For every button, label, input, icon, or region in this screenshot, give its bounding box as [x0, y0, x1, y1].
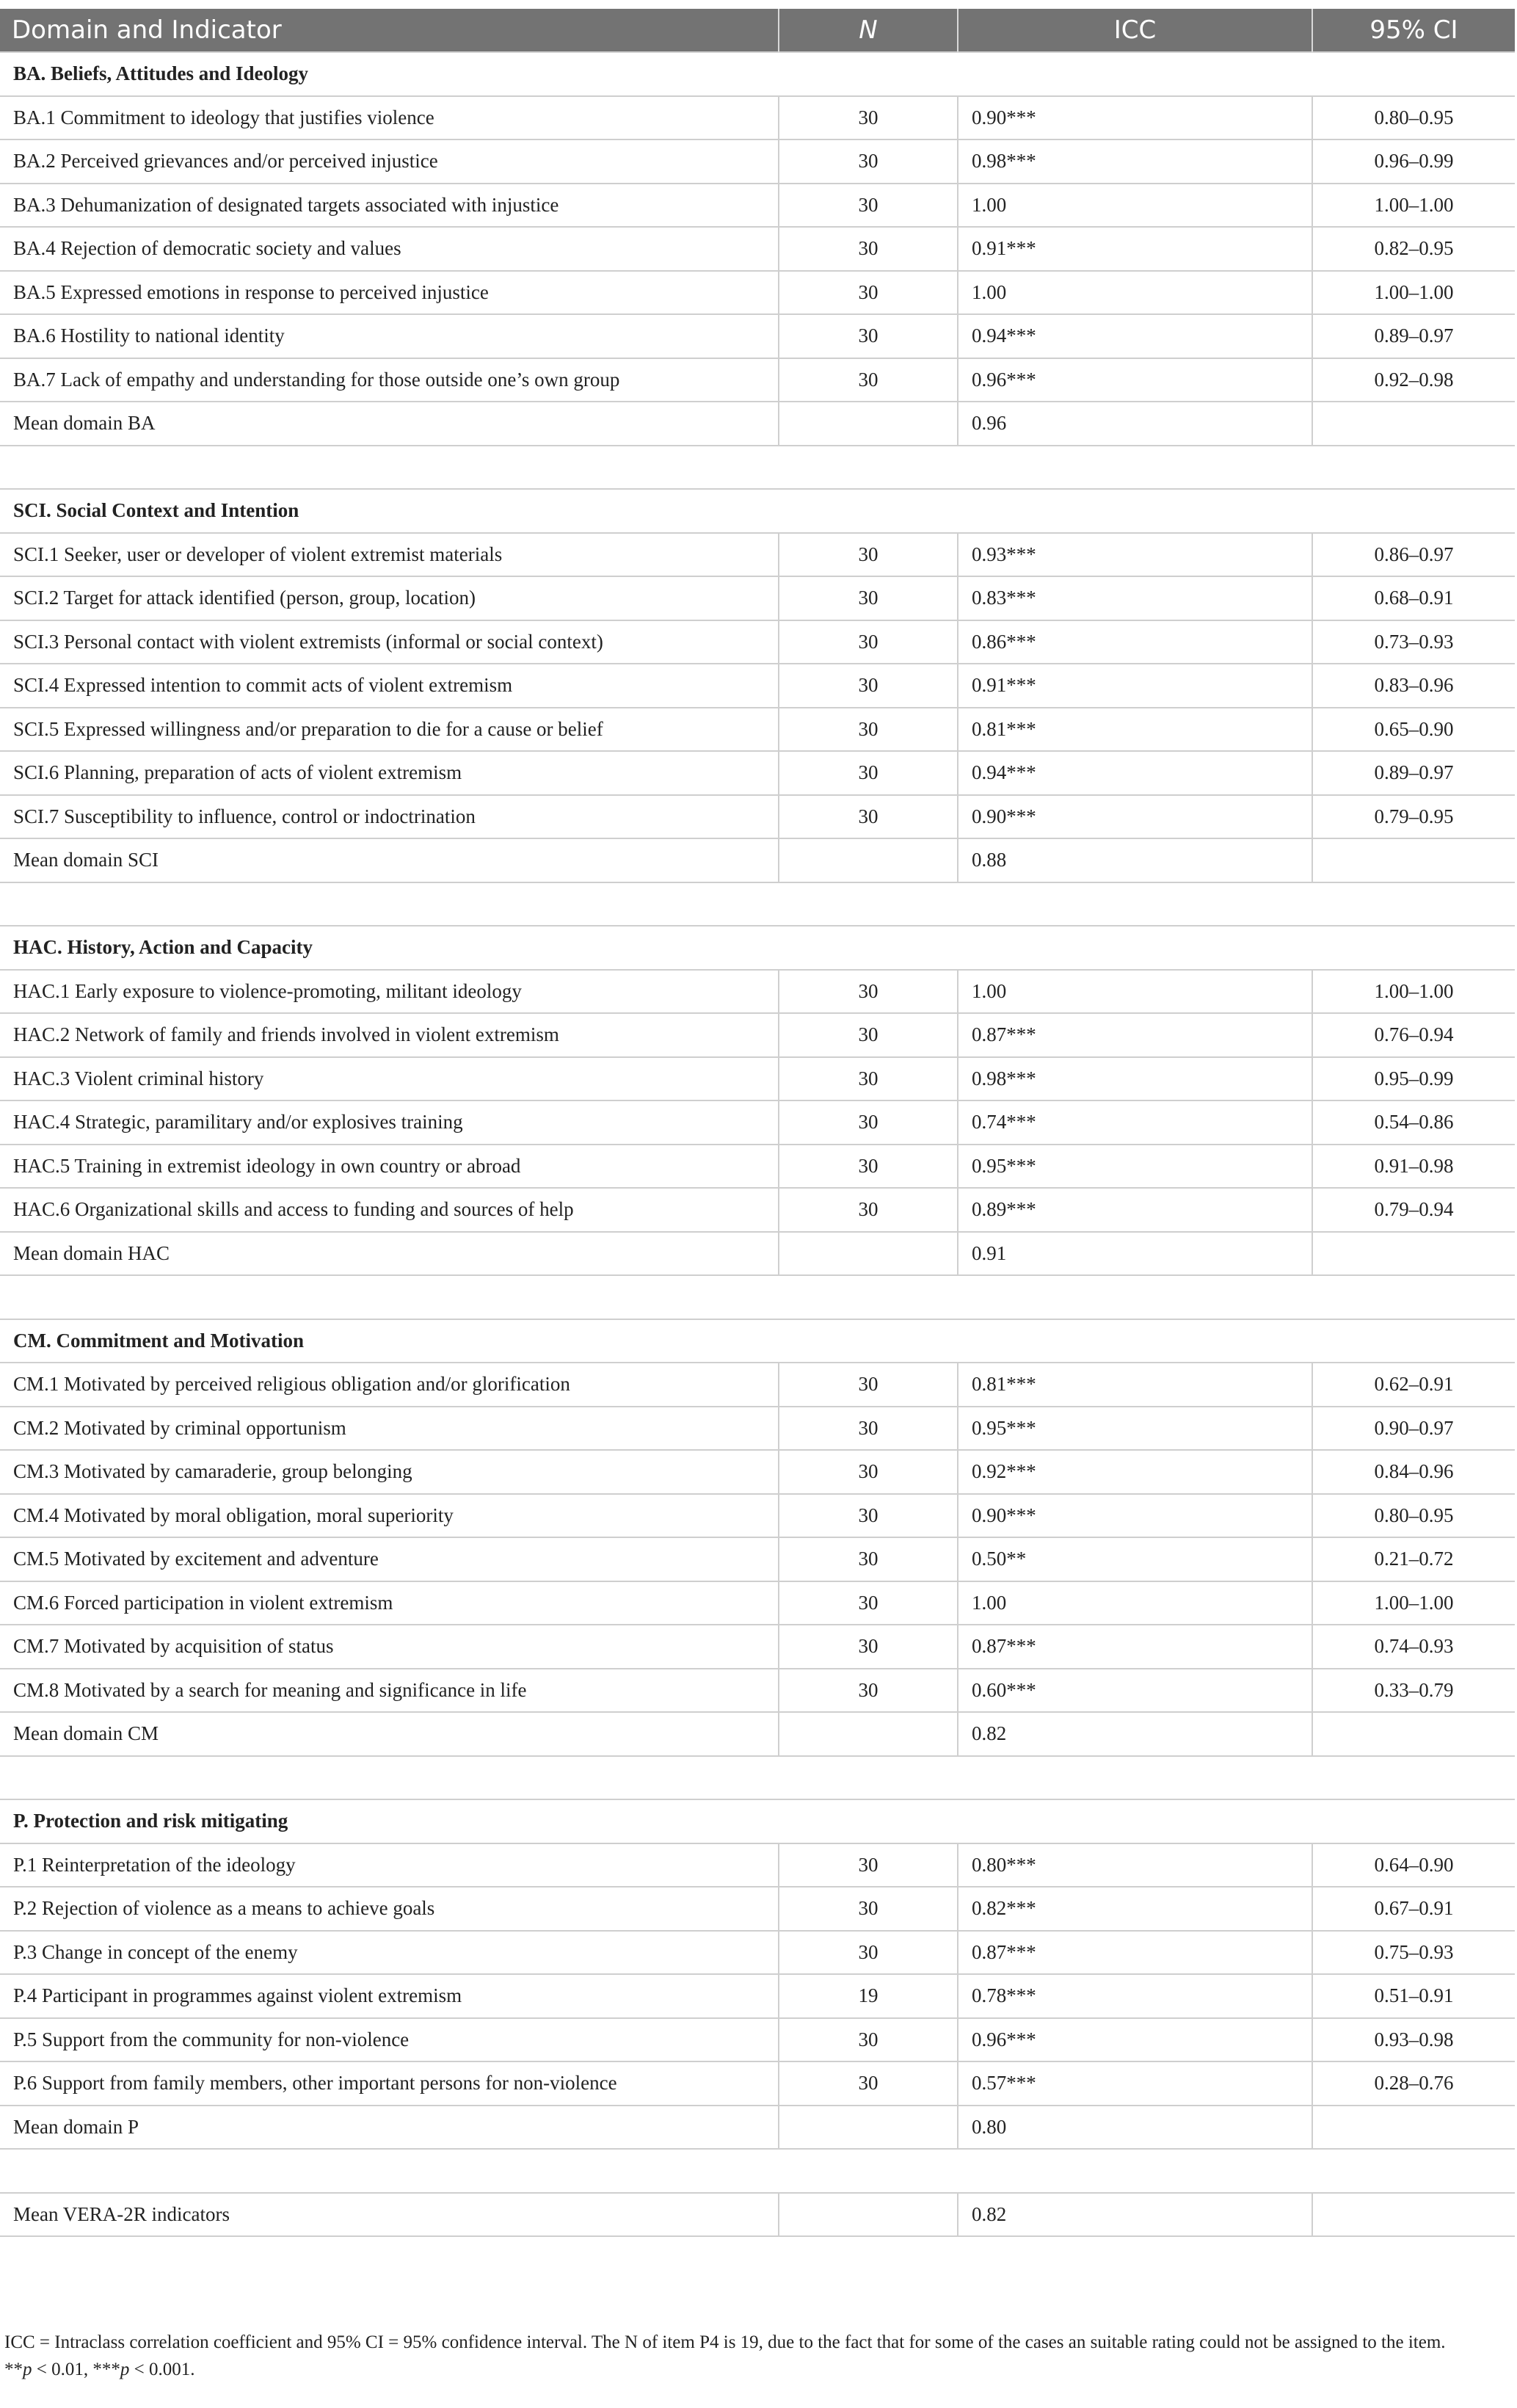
- indicator-icc: 0.57***: [958, 2061, 1312, 2106]
- indicator-row: [0, 1887, 1515, 1931]
- indicator-n: 30: [779, 664, 958, 708]
- indicator-row: [0, 1625, 1515, 1669]
- indicator-n: 30: [779, 576, 958, 620]
- indicator-n: 30: [779, 2061, 958, 2106]
- indicator-n: 30: [779, 970, 958, 1014]
- indicator-n: 30: [779, 1013, 958, 1057]
- indicator-label: SCI.1 Seeker, user or developer of violent extremist materials: [0, 533, 779, 577]
- indicator-label: HAC.4 Strategic, paramilitary and/or explosives training: [0, 1100, 779, 1145]
- indicator-n: 30: [779, 184, 958, 228]
- indicator-label: BA.4 Rejection of democratic society and values: [0, 227, 779, 271]
- domain-mean-n: [779, 838, 958, 882]
- indicator-label: CM.6 Forced participation in violent extremism: [0, 1581, 779, 1625]
- indicator-ci: 1.00–1.00: [1312, 184, 1515, 228]
- indicator-row: [0, 1013, 1515, 1057]
- indicator-ci: 0.91–0.98: [1312, 1145, 1515, 1189]
- overall-mean-row: [0, 2193, 1515, 2237]
- indicator-ci: 0.68–0.91: [1312, 576, 1515, 620]
- indicator-icc: 0.89***: [958, 1188, 1312, 1232]
- indicator-label: CM.7 Motivated by acquisition of status: [0, 1625, 779, 1669]
- indicator-icc: 0.74***: [958, 1100, 1312, 1145]
- domain-heading-row: [0, 926, 1515, 970]
- indicator-label: P.2 Rejection of violence as a means to achieve goals: [0, 1887, 779, 1931]
- indicator-label: CM.4 Motivated by moral obligation, moral superiority: [0, 1494, 779, 1538]
- domain-mean-row: [0, 838, 1515, 882]
- indicator-n: 30: [779, 751, 958, 795]
- indicator-ci: 0.82–0.95: [1312, 227, 1515, 271]
- overall-mean-n: [779, 2193, 958, 2237]
- indicator-row: [0, 1843, 1515, 1887]
- footnote-abbreviations: ICC = Intraclass correlation coefficient and 95% CI = 95% confidence interval. The N of item P4 is 19, due to the fact that for some of the cases an suitable rating could not be assigned to the item.: [4, 2332, 1446, 2352]
- sig-marker-triple: ***: [92, 2360, 120, 2379]
- table-body: [0, 52, 1515, 2236]
- domain-heading: BA. Beliefs, Attitudes and Ideology: [0, 52, 1515, 96]
- domain-mean-row: [0, 2106, 1515, 2150]
- header-row: [0, 9, 1515, 52]
- indicator-icc: 0.93***: [958, 533, 1312, 577]
- indicator-n: 30: [779, 795, 958, 839]
- indicator-ci: 0.84–0.96: [1312, 1450, 1515, 1494]
- indicator-ci: 0.54–0.86: [1312, 1100, 1515, 1145]
- indicator-icc: 0.90***: [958, 1494, 1312, 1538]
- indicator-label: SCI.2 Target for attack identified (person, group, location): [0, 576, 779, 620]
- indicator-ci: 1.00–1.00: [1312, 970, 1515, 1014]
- domain-mean-icc: 0.91: [958, 1232, 1312, 1276]
- indicator-ci: 0.90–0.97: [1312, 1407, 1515, 1451]
- indicator-label: P.3 Change in concept of the enemy: [0, 1931, 779, 1975]
- indicator-icc: 0.92***: [958, 1450, 1312, 1494]
- indicator-label: P.6 Support from family members, other important persons for non-violence: [0, 2061, 779, 2106]
- domain-mean-icc: 0.82: [958, 1712, 1312, 1756]
- indicator-label: SCI.4 Expressed intention to commit acts of violent extremism: [0, 664, 779, 708]
- indicator-row: [0, 620, 1515, 664]
- indicator-row: [0, 271, 1515, 315]
- indicator-row: [0, 1057, 1515, 1101]
- indicator-ci: 0.64–0.90: [1312, 1843, 1515, 1887]
- indicator-n: 30: [779, 708, 958, 752]
- indicator-label: BA.5 Expressed emotions in response to perceived injustice: [0, 271, 779, 315]
- indicator-row: [0, 576, 1515, 620]
- indicator-ci: 0.80–0.95: [1312, 96, 1515, 140]
- indicator-icc: 0.90***: [958, 795, 1312, 839]
- table-footnote: [4, 2329, 1509, 2383]
- indicator-n: 30: [779, 96, 958, 140]
- indicator-ci: 1.00–1.00: [1312, 271, 1515, 315]
- indicator-ci: 0.96–0.99: [1312, 139, 1515, 184]
- domain-heading-row: [0, 1319, 1515, 1363]
- domain-heading: SCI. Social Context and Intention: [0, 489, 1515, 533]
- domain-mean-icc: 0.80: [958, 2106, 1312, 2150]
- indicator-label: P.5 Support from the community for non-violence: [0, 2018, 779, 2062]
- indicator-n: 30: [779, 1581, 958, 1625]
- domain-mean-label: Mean domain BA: [0, 402, 779, 446]
- indicator-ci: 0.83–0.96: [1312, 664, 1515, 708]
- indicator-label: BA.1 Commitment to ideology that justifies violence: [0, 96, 779, 140]
- indicator-ci: 0.89–0.97: [1312, 751, 1515, 795]
- indicator-label: BA.2 Perceived grievances and/or perceived injustice: [0, 139, 779, 184]
- indicator-row: [0, 96, 1515, 140]
- indicator-ci: 0.51–0.91: [1312, 1974, 1515, 2018]
- indicator-n: 30: [779, 1537, 958, 1581]
- domain-mean-n: [779, 402, 958, 446]
- indicator-n: 30: [779, 1931, 958, 1975]
- indicator-row: [0, 1100, 1515, 1145]
- indicator-ci: 1.00–1.00: [1312, 1581, 1515, 1625]
- indicator-row: [0, 1450, 1515, 1494]
- domain-mean-icc: 0.88: [958, 838, 1312, 882]
- indicator-icc: 0.91***: [958, 227, 1312, 271]
- indicator-n: 30: [779, 2018, 958, 2062]
- domain-mean-label: Mean domain HAC: [0, 1232, 779, 1276]
- indicator-icc: 0.90***: [958, 96, 1312, 140]
- domain-heading: CM. Commitment and Motivation: [0, 1319, 1515, 1363]
- indicator-label: SCI.6 Planning, preparation of acts of violent extremism: [0, 751, 779, 795]
- domain-heading: HAC. History, Action and Capacity: [0, 926, 1515, 970]
- indicator-n: 19: [779, 1974, 958, 2018]
- indicator-icc: 0.95***: [958, 1407, 1312, 1451]
- icc-table: [0, 9, 1515, 2237]
- sig-threshold-01: < 0.01,: [32, 2360, 93, 2379]
- indicator-label: HAC.6 Organizational skills and access to funding and sources of help: [0, 1188, 779, 1232]
- domain-mean-n: [779, 1232, 958, 1276]
- indicator-label: P.4 Participant in programmes against violent extremism: [0, 1974, 779, 2018]
- indicator-icc: 0.60***: [958, 1669, 1312, 1713]
- header-icc: ICC: [958, 9, 1312, 52]
- indicator-label: CM.2 Motivated by criminal opportunism: [0, 1407, 779, 1451]
- indicator-icc: 0.91***: [958, 664, 1312, 708]
- domain-mean-ci: [1312, 2106, 1515, 2150]
- domain-mean-ci: [1312, 1232, 1515, 1276]
- indicator-ci: 0.65–0.90: [1312, 708, 1515, 752]
- header-ci: 95% CI: [1312, 9, 1515, 52]
- indicator-row: [0, 227, 1515, 271]
- spacer-row: [0, 446, 1515, 490]
- indicator-icc: 0.82***: [958, 1887, 1312, 1931]
- indicator-label: HAC.5 Training in extremist ideology in own country or abroad: [0, 1145, 779, 1189]
- indicator-n: 30: [779, 620, 958, 664]
- indicator-icc: 0.94***: [958, 751, 1312, 795]
- indicator-label: P.1 Reinterpretation of the ideology: [0, 1843, 779, 1887]
- domain-mean-ci: [1312, 402, 1515, 446]
- indicator-icc: 0.94***: [958, 314, 1312, 358]
- overall-mean-ci: [1312, 2193, 1515, 2237]
- domain-mean-ci: [1312, 1712, 1515, 1756]
- indicator-ci: 0.93–0.98: [1312, 2018, 1515, 2062]
- sig-p-symbol: p: [120, 2360, 130, 2379]
- indicator-row: [0, 533, 1515, 577]
- indicator-n: 30: [779, 1100, 958, 1145]
- indicator-ci: 0.62–0.91: [1312, 1363, 1515, 1407]
- indicator-n: 30: [779, 1494, 958, 1538]
- indicator-n: 30: [779, 314, 958, 358]
- indicator-ci: 0.73–0.93: [1312, 620, 1515, 664]
- indicator-row: [0, 1188, 1515, 1232]
- domain-mean-row: [0, 1232, 1515, 1276]
- sig-p-symbol: p: [23, 2360, 32, 2379]
- indicator-n: 30: [779, 1188, 958, 1232]
- indicator-n: 30: [779, 1145, 958, 1189]
- indicator-icc: 1.00: [958, 1581, 1312, 1625]
- indicator-icc: 1.00: [958, 271, 1312, 315]
- indicator-row: [0, 1145, 1515, 1189]
- indicator-icc: 1.00: [958, 184, 1312, 228]
- indicator-n: 30: [779, 1363, 958, 1407]
- indicator-ci: 0.92–0.98: [1312, 358, 1515, 402]
- spacer-cell: [0, 1275, 1515, 1319]
- indicator-icc: 0.50**: [958, 1537, 1312, 1581]
- domain-mean-row: [0, 1712, 1515, 1756]
- indicator-row: [0, 184, 1515, 228]
- indicator-label: CM.1 Motivated by perceived religious obligation and/or glorification: [0, 1363, 779, 1407]
- indicator-label: HAC.1 Early exposure to violence-promoting, militant ideology: [0, 970, 779, 1014]
- spacer-row: [0, 882, 1515, 926]
- spacer-row: [0, 2149, 1515, 2193]
- sig-marker-double: **: [4, 2360, 23, 2379]
- indicator-label: BA.3 Dehumanization of designated targets associated with injustice: [0, 184, 779, 228]
- indicator-label: BA.6 Hostility to national identity: [0, 314, 779, 358]
- indicator-n: 30: [779, 1625, 958, 1669]
- indicator-row: [0, 358, 1515, 402]
- indicator-n: 30: [779, 1669, 958, 1713]
- indicator-n: 30: [779, 227, 958, 271]
- footnote-significance: [4, 2356, 1509, 2383]
- indicator-n: 30: [779, 1887, 958, 1931]
- indicator-n: 30: [779, 139, 958, 184]
- domain-mean-label: Mean domain SCI: [0, 838, 779, 882]
- indicator-icc: 0.78***: [958, 1974, 1312, 2018]
- domain-heading: P. Protection and risk mitigating: [0, 1799, 1515, 1843]
- domain-mean-n: [779, 1712, 958, 1756]
- domain-mean-row: [0, 402, 1515, 446]
- indicator-icc: 0.96***: [958, 358, 1312, 402]
- indicator-n: 30: [779, 358, 958, 402]
- sig-threshold-001: < 0.001.: [129, 2360, 195, 2379]
- table-header: [0, 9, 1515, 52]
- indicator-label: BA.7 Lack of empathy and understanding for those outside one’s own group: [0, 358, 779, 402]
- indicator-ci: 0.76–0.94: [1312, 1013, 1515, 1057]
- indicator-row: [0, 708, 1515, 752]
- indicator-row: [0, 1407, 1515, 1451]
- indicator-row: [0, 970, 1515, 1014]
- indicator-icc: 0.81***: [958, 708, 1312, 752]
- indicator-label: HAC.3 Violent criminal history: [0, 1057, 779, 1101]
- domain-heading-row: [0, 52, 1515, 96]
- indicator-ci: 0.79–0.95: [1312, 795, 1515, 839]
- domain-mean-label: Mean domain P: [0, 2106, 779, 2150]
- indicator-row: [0, 2061, 1515, 2106]
- indicator-icc: 0.81***: [958, 1363, 1312, 1407]
- domain-heading-row: [0, 489, 1515, 533]
- domain-mean-n: [779, 2106, 958, 2150]
- indicator-row: [0, 1537, 1515, 1581]
- indicator-label: CM.3 Motivated by camaraderie, group belonging: [0, 1450, 779, 1494]
- indicator-ci: 0.89–0.97: [1312, 314, 1515, 358]
- indicator-icc: 0.95***: [958, 1145, 1312, 1189]
- indicator-row: [0, 751, 1515, 795]
- indicator-n: 30: [779, 1057, 958, 1101]
- overall-mean-icc: 0.82: [958, 2193, 1312, 2237]
- indicator-label: SCI.5 Expressed willingness and/or preparation to die for a cause or belief: [0, 708, 779, 752]
- indicator-n: 30: [779, 271, 958, 315]
- indicator-row: [0, 1669, 1515, 1713]
- indicator-label: CM.5 Motivated by excitement and adventure: [0, 1537, 779, 1581]
- indicator-row: [0, 1581, 1515, 1625]
- indicator-ci: 0.80–0.95: [1312, 1494, 1515, 1538]
- indicator-row: [0, 1931, 1515, 1975]
- icc-table-container: [0, 9, 1515, 2237]
- indicator-icc: 1.00: [958, 970, 1312, 1014]
- indicator-row: [0, 1974, 1515, 2018]
- indicator-n: 30: [779, 1843, 958, 1887]
- spacer-cell: [0, 2149, 1515, 2193]
- domain-heading-row: [0, 1799, 1515, 1843]
- indicator-icc: 0.96***: [958, 2018, 1312, 2062]
- spacer-cell: [0, 882, 1515, 926]
- indicator-icc: 0.80***: [958, 1843, 1312, 1887]
- spacer-row: [0, 1275, 1515, 1319]
- indicator-ci: 0.28–0.76: [1312, 2061, 1515, 2106]
- indicator-label: SCI.7 Susceptibility to influence, control or indoctrination: [0, 795, 779, 839]
- indicator-n: 30: [779, 533, 958, 577]
- domain-mean-ci: [1312, 838, 1515, 882]
- indicator-icc: 0.87***: [958, 1625, 1312, 1669]
- indicator-label: CM.8 Motivated by a search for meaning and significance in life: [0, 1669, 779, 1713]
- indicator-row: [0, 314, 1515, 358]
- indicator-n: 30: [779, 1450, 958, 1494]
- indicator-row: [0, 139, 1515, 184]
- indicator-ci: 0.75–0.93: [1312, 1931, 1515, 1975]
- indicator-label: SCI.3 Personal contact with violent extremists (informal or social context): [0, 620, 779, 664]
- indicator-icc: 0.98***: [958, 139, 1312, 184]
- indicator-row: [0, 795, 1515, 839]
- indicator-icc: 0.87***: [958, 1013, 1312, 1057]
- overall-mean-label: Mean VERA-2R indicators: [0, 2193, 779, 2237]
- indicator-ci: 0.67–0.91: [1312, 1887, 1515, 1931]
- indicator-row: [0, 1363, 1515, 1407]
- indicator-icc: 0.87***: [958, 1931, 1312, 1975]
- indicator-label: HAC.2 Network of family and friends involved in violent extremism: [0, 1013, 779, 1057]
- indicator-ci: 0.95–0.99: [1312, 1057, 1515, 1101]
- spacer-cell: [0, 446, 1515, 490]
- indicator-icc: 0.83***: [958, 576, 1312, 620]
- indicator-ci: 0.86–0.97: [1312, 533, 1515, 577]
- indicator-ci: 0.74–0.93: [1312, 1625, 1515, 1669]
- indicator-ci: 0.33–0.79: [1312, 1669, 1515, 1713]
- header-domain-indicator: Domain and Indicator: [0, 9, 779, 52]
- indicator-n: 30: [779, 1407, 958, 1451]
- indicator-row: [0, 2018, 1515, 2062]
- spacer-row: [0, 1756, 1515, 1800]
- domain-mean-icc: 0.96: [958, 402, 1312, 446]
- indicator-ci: 0.21–0.72: [1312, 1537, 1515, 1581]
- indicator-icc: 0.98***: [958, 1057, 1312, 1101]
- indicator-row: [0, 664, 1515, 708]
- indicator-icc: 0.86***: [958, 620, 1312, 664]
- domain-mean-label: Mean domain CM: [0, 1712, 779, 1756]
- header-n: N: [779, 9, 958, 52]
- spacer-cell: [0, 1756, 1515, 1800]
- indicator-row: [0, 1494, 1515, 1538]
- indicator-ci: 0.79–0.94: [1312, 1188, 1515, 1232]
